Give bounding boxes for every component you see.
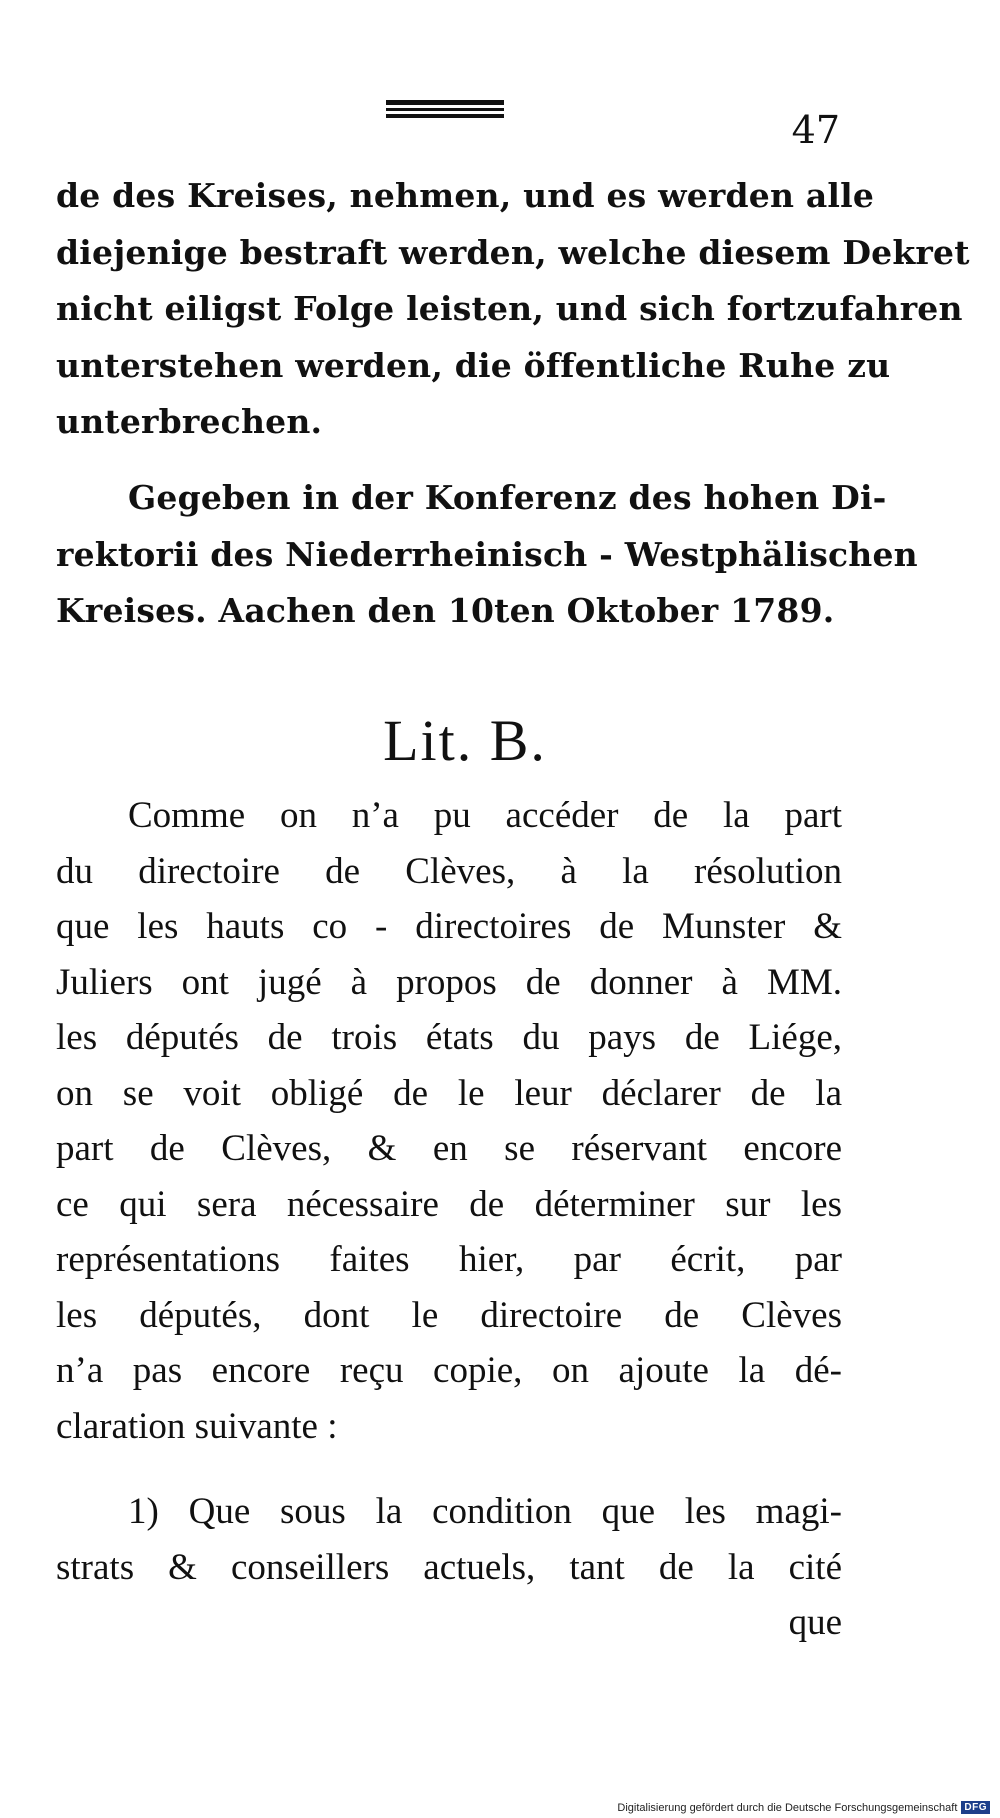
text-line: Gegeben in der Konferenz des hohen Di-: [128, 478, 887, 517]
text-line: ce qui sera nécessaire de déterminer sur les: [56, 1183, 842, 1225]
catchword: que: [788, 1602, 842, 1643]
text-line: n’a pas encore reçu copie, on ajoute la dé-: [56, 1350, 842, 1391]
german-paragraph-2: [56, 470, 918, 640]
page-number: 47: [791, 108, 840, 152]
dfg-logo: DFG: [961, 1801, 990, 1814]
ornament-bar: [386, 100, 504, 105]
text-line: de des Kreises, nehmen, und es werden alle: [56, 176, 875, 215]
text-line: Kreises. Aachen den 10ten Oktober 1789.: [56, 591, 835, 630]
text-line: strats & conseillers actuels, tant de la cité: [56, 1546, 842, 1588]
ornament-bar: [386, 108, 504, 111]
ornament-bar: [386, 114, 504, 118]
text-line: représentations faites hier, par écrit, par: [56, 1239, 842, 1280]
text-line: 1) Que sous la condition que les magi-: [128, 1491, 842, 1532]
digitization-footer: [617, 1801, 990, 1814]
footer-text: Digitalisierung gefördert durch die Deutsche Forschungsgemeinschaft: [617, 1801, 958, 1814]
text-line: les députés de trois états du pays de Liége,: [56, 1017, 842, 1058]
text-line: Comme on n’a pu accéder de la part: [128, 795, 842, 836]
text-line: unterbrechen.: [56, 402, 323, 441]
french-paragraph-1: [56, 788, 842, 1454]
text-line: part de Clèves, & en se réservant encore: [56, 1128, 842, 1169]
german-paragraph-1: [56, 168, 970, 451]
text-line: du directoire de Clèves, à la résolution: [56, 850, 842, 892]
text-line: que les hauts co - directoires de Munster &: [56, 906, 842, 947]
text-line: les députés, dont le directoire de Clèves: [56, 1294, 842, 1336]
text-line: claration suivante :: [56, 1405, 338, 1447]
section-heading: Lit. B.: [383, 708, 547, 773]
text-line: rektorii des Niederrheinisch - Westphälischen: [56, 534, 918, 574]
text-line: unterstehen werden, die öffentliche Ruhe zu: [56, 345, 891, 385]
header-ornament-rule: [386, 100, 504, 118]
text-line: nicht eiligst Folge leisten, und sich fortzufahren: [56, 289, 963, 328]
text-line: Juliers ont jugé à propos de donner à MM.: [56, 961, 842, 1003]
french-paragraph-2: [56, 1484, 842, 1651]
text-line: diejenige bestraft werden, welche diesem Dekret: [56, 232, 970, 272]
text-line: on se voit obligé de le leur déclarer de la: [56, 1072, 842, 1114]
